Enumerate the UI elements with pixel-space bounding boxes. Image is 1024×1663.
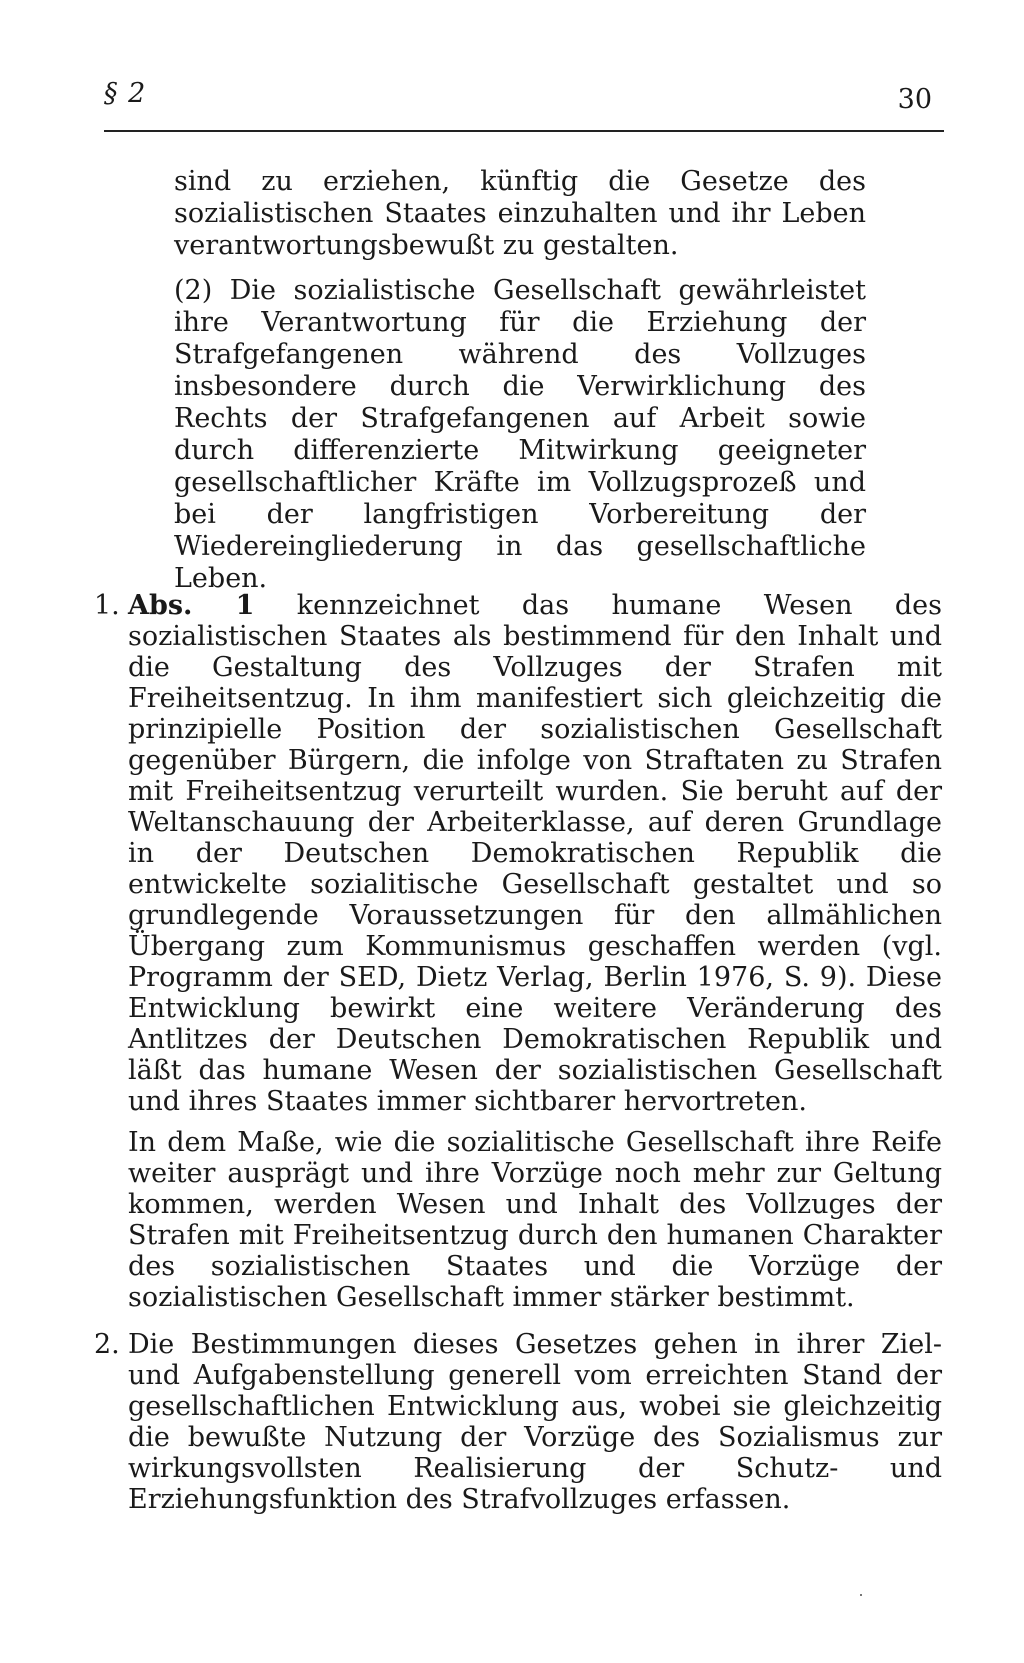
law-text-block bbox=[174, 166, 866, 608]
commentary-1-text: kennzeichnet das humane Wesen des sozialistischen Staates als bestimmend für den Inhalt und die Gestaltung des Vollzuges der Strafen mit Freiheitsentzug. In ihm manifestiert sich gleichzeitig die prinzipielle Position der sozialistischen Gesellschaft gegenüber Bürgern, die infolge von Straftaten zu Strafen mit Freiheitsentzug verurteilt wurden. Sie beruht auf der Weltanschauung der Arbeiterklasse, auf deren Grundlage in der Deutschen Demokratischen Republik die entwickelte sozialitische Gesellschaft gestaltet und so grundlegende Voraussetzungen für den allmählichen Übergang zum Kommunismus geschaffen werden (vgl. Programm der SED, Dietz Verlag, Berlin 1976, S. 9). Diese Entwicklung bewirkt eine weitere Veränderung des Antlitzes der Deutschen Demokratischen Republik und läßt das humane Wesen der sozialistischen Gesellschaft und ihres Staates immer sichtbarer hervortreten. bbox=[128, 590, 942, 1117]
commentary-item-1 bbox=[94, 590, 942, 1323]
item-number: 2. bbox=[94, 1329, 120, 1360]
commentary-1-paragraph-2: In dem Maße, wie die sozialitische Gesellschaft ihre Reife weiter ausprägt und ihre Vorzüge noch mehr zur Geltung kommen, werden Wesen und Inhalt des Vollzuges der Strafen mit Freiheitsentzug durch den humanen Charakter des sozialistischen Staates und die Vorzüge der sozialistischen Gesellschaft immer stärker bestimmt. bbox=[128, 1127, 942, 1313]
law-continuation-paragraph: sind zu erziehen, künftig die Gesetze des sozialistischen Staates einzuhalten und ihr Leben verantwortungsbewußt zu gestalten. bbox=[174, 166, 866, 261]
page-speck bbox=[860, 1594, 862, 1596]
abs-reference: Abs. 1 bbox=[128, 590, 255, 621]
commentary-2-paragraph: Die Bestimmungen dieses Gesetzes gehen in ihrer Ziel- und Aufgabenstellung generell vom erreichten Stand der gesellschaftlichen Entwicklung aus, wobei sie gleichzeitig die bewußte Nutzung der Vorzüge des Sozialismus zur wirkungsvollsten Realisierung der Schutz- und Erziehungsfunktion des Strafvollzuges erfassen. bbox=[128, 1329, 942, 1515]
header-divider bbox=[104, 130, 944, 132]
item-number: 1. bbox=[94, 590, 120, 621]
law-paragraph-2: (2) Die sozialistische Gesellschaft gewährleistet ihre Verantwortung für die Erziehung der Strafgefangenen während des Vollzuges insbesondere durch die Verwirklichung des Rechts der Strafgefangenen auf Arbeit sowie durch differenzierte Mitwirkung geeigneter gesellschaftlicher Kräfte im Vollzugsprozeß und bei der langfristigen Vorbereitung der Wiedereingliederung in das gesellschaftliche Leben. bbox=[174, 275, 866, 594]
commentary-1-paragraph-1 bbox=[128, 590, 942, 1117]
page-number: 30 bbox=[897, 84, 932, 115]
section-marker: § 2 bbox=[104, 78, 147, 109]
commentary-item-2 bbox=[94, 1329, 942, 1525]
